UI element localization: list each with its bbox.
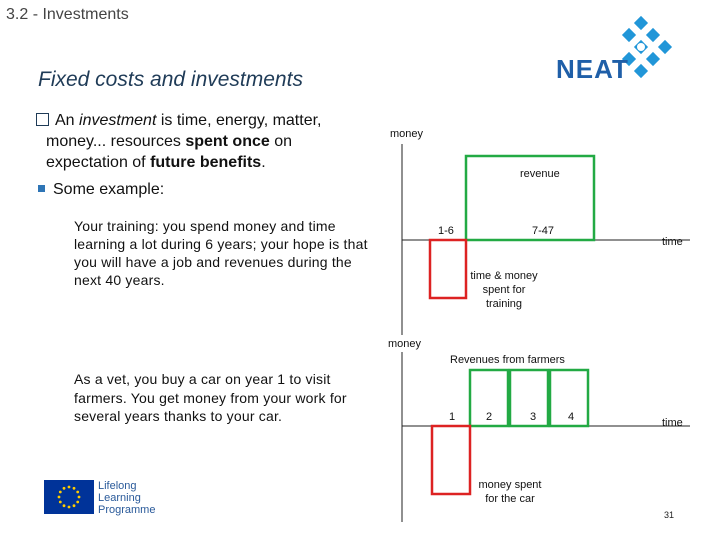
- diagram1-period2-label: 7-47: [532, 225, 555, 237]
- llp-line1: Lifelong: [98, 480, 137, 492]
- diagram1-cost-label: [462, 269, 546, 311]
- example-car-text: As a vet, you buy a car on year 1 to visit farmers. You get money from your work for several years thanks to your car.: [74, 371, 347, 424]
- slide-title: Fixed costs and investments: [38, 68, 303, 91]
- diagram2-year2-label: 2: [486, 411, 493, 423]
- diagram2-cost-line1: money spent: [478, 479, 542, 491]
- llp-line3: Programme: [98, 504, 156, 516]
- bullet-line3-bold: future benefits: [150, 154, 262, 171]
- diagram2-cost-label: [470, 478, 550, 506]
- bullet-line1: is time, energy, matter,: [156, 112, 322, 129]
- diagram2-cost-line2: for the car: [485, 493, 535, 505]
- diagram2-year3-label: 3: [530, 411, 537, 423]
- llp-logo-text: [98, 480, 155, 516]
- bullet-prefix: An: [55, 112, 80, 129]
- bullet-line2b: on: [269, 133, 293, 150]
- bullet-term: investment: [79, 112, 157, 129]
- diagram2-x-label: time: [662, 417, 683, 429]
- example-training-text: Your training: you spend money and time learning a lot during 6 years; your hope is that you will have a job and revenues during the next 40 years.: [74, 218, 368, 288]
- diagram1-cost-box: [430, 240, 466, 298]
- diagram1-x-label: time: [662, 236, 683, 248]
- bullet-line3a: expectation of: [46, 154, 151, 171]
- bullet-line2-bold: spent once: [185, 133, 270, 150]
- logo-text: NEAT: [556, 54, 629, 84]
- page-number: 31: [664, 510, 675, 520]
- diagram2-revenue-year2: [510, 370, 548, 426]
- section-label: 3.2 - Investments: [6, 6, 129, 23]
- diagram2-year4-label: 4: [568, 411, 575, 423]
- llp-line2: Learning: [98, 492, 141, 504]
- sub-bullet-text: Some example:: [53, 181, 165, 198]
- diagram2-cost-box: [432, 426, 470, 494]
- diagram1-cost-line3: training: [485, 298, 523, 310]
- diagram1-revenue-label: revenue: [520, 168, 560, 180]
- diagram1-y-label: money: [390, 128, 424, 140]
- bullet-line3b: .: [261, 154, 266, 171]
- diagram2-y-label: money: [388, 338, 422, 350]
- diagram1-period1-label: 1-6: [438, 225, 454, 237]
- diagram1-cost-line1: time & money: [470, 270, 538, 282]
- diagram2-revenue-label: Revenues from farmers: [450, 354, 565, 366]
- eu-flag-icon: [44, 480, 94, 514]
- diagram2-year1-label: 1: [449, 411, 456, 423]
- diagram1-cost-line2: spent for: [482, 284, 526, 296]
- bullet-line2a: money... resources: [46, 133, 186, 150]
